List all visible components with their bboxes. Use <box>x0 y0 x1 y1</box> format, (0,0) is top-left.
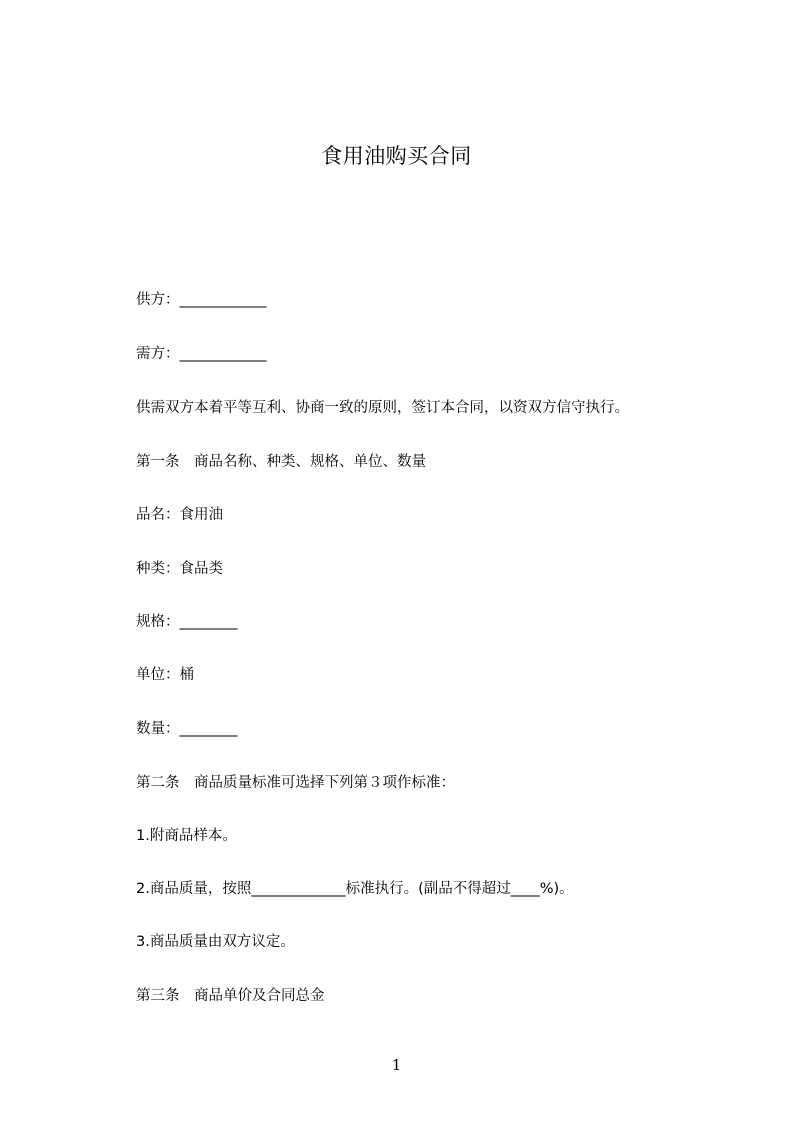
supplier-line: 供方：____________ <box>136 292 267 308</box>
preamble-line: 供需双方本着平等互利、协商一致的原则，签订本合同，以资双方信守执行。 <box>136 400 629 416</box>
product-name-line: 品名：食用油 <box>136 507 223 523</box>
document-title: 食用油购买合同 <box>321 144 472 168</box>
quality-option-2: 2.商品质量，按照_____________标准执行。(副品不得超过____%)。 <box>136 881 574 897</box>
product-quantity-line: 数量：________ <box>136 721 238 737</box>
quality-option-3: 3.商品质量由双方议定。 <box>136 934 295 950</box>
product-spec-line: 规格：________ <box>136 614 238 630</box>
buyer-line: 需方：____________ <box>136 346 267 362</box>
quality-option-1: 1.附商品样本。 <box>136 828 237 844</box>
product-category-line: 种类：食品类 <box>136 561 223 577</box>
article-1-heading: 第一条 商品名称、种类、规格、单位、数量 <box>136 454 426 470</box>
article-3-heading: 第三条 商品单价及合同总金 <box>136 988 325 1004</box>
article-2-heading: 第二条 商品质量标准可选择下列第３项作标准： <box>136 775 455 791</box>
page-number: 1 <box>391 1056 402 1074</box>
product-unit-line: 单位：桶 <box>136 667 194 683</box>
